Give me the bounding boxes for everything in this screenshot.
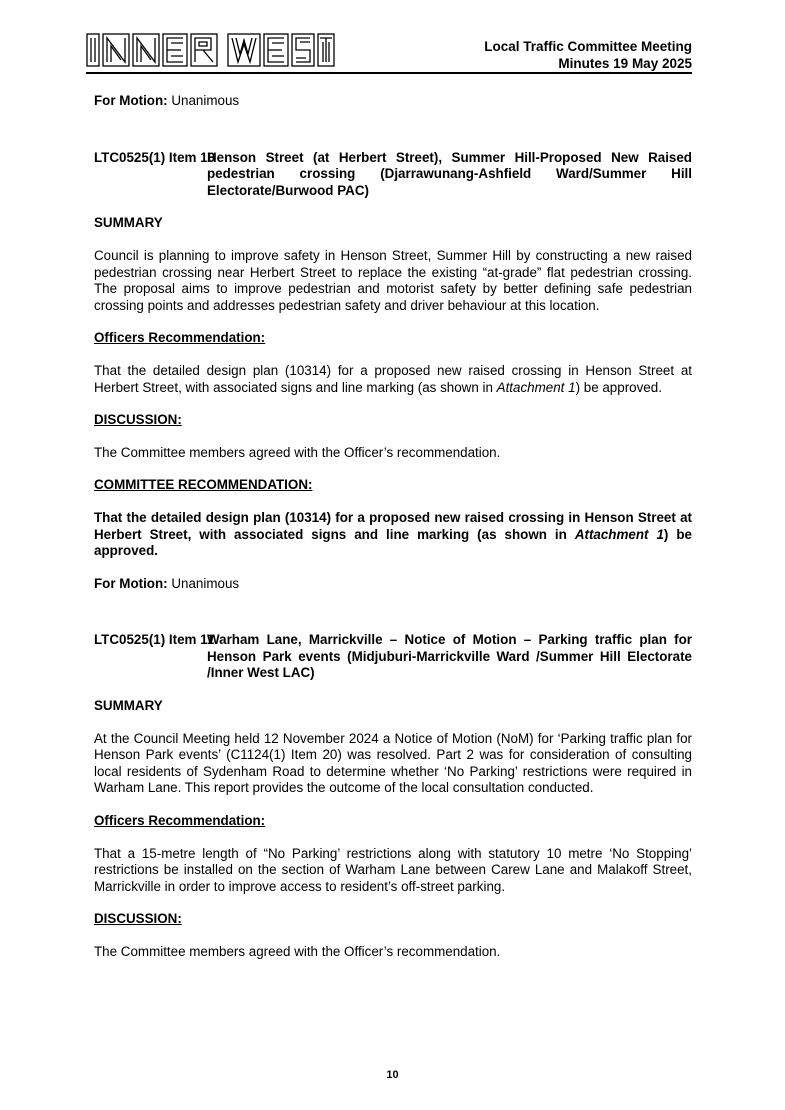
item10-discussion-heading: DISCUSSION: — [94, 412, 182, 428]
item11-officers-heading: Officers Recommendation: — [94, 813, 266, 829]
item11-discussion-heading: DISCUSSION: — [94, 911, 182, 927]
item11-discussion-text: The Committee members agreed with the Officer’s recommendation. — [94, 944, 501, 959]
minutes-content — [94, 93, 692, 961]
header-rule — [86, 72, 692, 74]
item11-title: Warham Lane, Marrickville – Notice of Motion – Parking traffic plan for Henson Park events (Midjuburi-Marrickville Ward /Summer Hill Electorate /Inner West LAC) — [207, 632, 692, 681]
header-title-line1: Local Traffic Committee Meeting — [484, 39, 692, 54]
item10-code: LTC0525(1) Item 10 — [94, 149, 216, 165]
page-number: 10 — [386, 1069, 399, 1081]
item11-heading — [94, 632, 692, 682]
item10-discussion-text: The Committee members agreed with the Officer’s recommendation. — [94, 444, 501, 460]
item10-motion: For Motion: Unanimous — [94, 575, 240, 591]
header-title-line2: Minutes 19 May 2025 — [558, 56, 692, 71]
item10-summary-text: Council is planning to improve safety in Henson Street, Summer Hill by constructing a new raised pedestrian crossing near Herbert Street to replace the existing “at-grade” flat pedestrian crossing. The proposal aims to improve pedestrian and motorist safety by better defining safe pedestrian crossing points and addresses pedestrian safety and driver behaviour at this location. — [94, 247, 692, 313]
item11-summary-heading: SUMMARY — [94, 698, 163, 714]
top-motion: For Motion: Unanimous — [94, 93, 240, 108]
item10-heading — [94, 150, 692, 200]
item11-summary-text: At the Council Meeting held 12 November 2024 a Notice of Motion (NoM) for ‘Parking traffic plan for Henson Park events’ (C1124(1) Item 20) was resolved. Part 2 was for consideration of consulting local residents of Sydenham Road to determine whether ‘No Parking’ restrictions were required in Warham Lane. This report provides the outcome of the local consultation conducted. — [94, 730, 692, 796]
item10-officers-heading: Officers Recommendation: — [94, 330, 266, 346]
item11-code: LTC0525(1) Item 11 — [94, 632, 215, 648]
item10-committee-heading: COMMITTEE RECOMMENDATION: — [94, 477, 313, 493]
document-header-title — [484, 38, 692, 72]
item10-summary-heading: SUMMARY — [94, 215, 163, 231]
item11-officers-text: That a 15-metre length of “No Parking’ restrictions along with statutory 10 metre ‘No Stopping’ restrictions be installed on the section of Warham Lane between Carew Lane and Malakoff Street, Marrickville in order to improve access to resident’s off-street parking. — [94, 845, 692, 894]
inner-west-logo — [86, 32, 336, 70]
item10-officers-text: That the detailed design plan (10314) for a proposed new raised crossing in Henson Street at Herbert Street, with associated signs and line marking (as shown in Attachment 1) be approved. — [94, 362, 692, 395]
item10-title: Henson Street (at Herbert Street), Summer Hill-Proposed New Raised pedestrian crossing (Djarrawunang-Ashfield Ward/Summer Hill Electorate/Burwood PAC) — [207, 149, 692, 198]
item10-committee-text: That the detailed design plan (10314) for a proposed new raised crossing in Henson Street at Herbert Street, with associated signs and line marking (as shown in Attachment 1) be approved. — [94, 509, 692, 559]
